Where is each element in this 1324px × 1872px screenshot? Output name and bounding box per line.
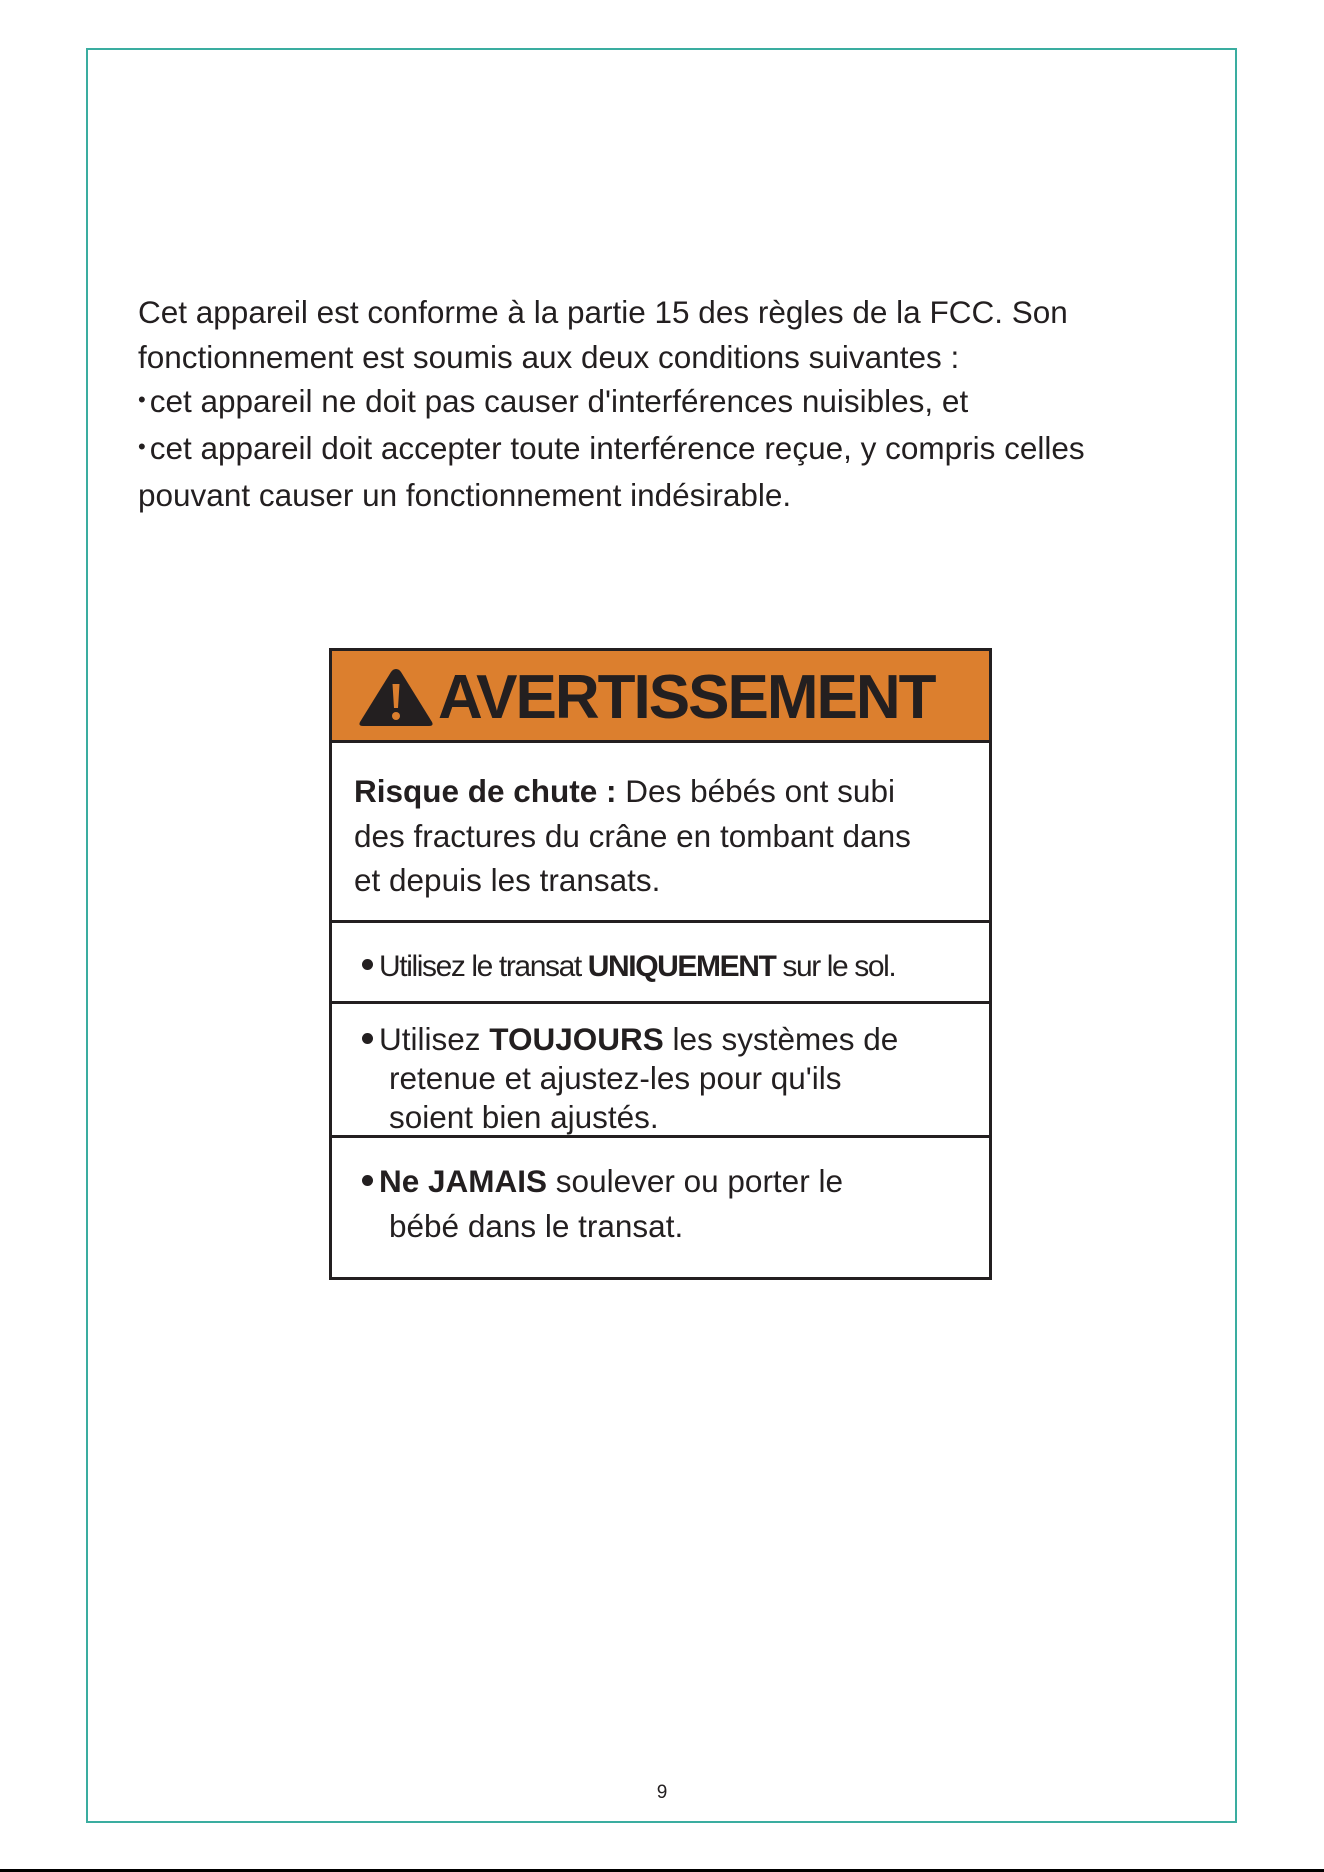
bullet-marker: • (138, 434, 146, 460)
bullet-dot (362, 959, 373, 970)
rule-never-carry (362, 1159, 843, 1248)
rule-3-post: soulever ou porter le (547, 1163, 843, 1199)
intro-bullet-1 (138, 379, 1218, 426)
rule-1-bold: UNIQUEMENT (587, 950, 776, 983)
intro-line-2: fonctionnement est soumis aux deux conditions suivantes : (138, 338, 960, 375)
risk-text-1: Des bébés ont subi (616, 773, 895, 809)
rule-1-pre: Utilisez le transat (379, 950, 588, 983)
warning-header (332, 651, 989, 743)
rule-3-line-1 (362, 1159, 843, 1204)
bullet-dot (362, 1175, 373, 1186)
intro-bullet-2-text: cet appareil doit accepter toute interférence reçue, y compris celles (149, 429, 1085, 466)
divider (332, 920, 989, 923)
divider (332, 1135, 989, 1138)
rule-2-line-1 (362, 1020, 898, 1059)
fall-risk-text (354, 769, 974, 903)
risk-line-1 (354, 769, 974, 814)
rule-restraints (362, 1020, 898, 1137)
rule-floor-only (362, 947, 895, 987)
bullet-marker: • (138, 387, 146, 413)
rule-2-line-2: retenue et ajustez-les pour qu'ils (389, 1060, 842, 1096)
page-number: 9 (656, 1782, 668, 1803)
risk-label: Risque de chute : (354, 773, 617, 809)
rule-2-post: les systèmes de (663, 1021, 899, 1057)
risk-line-2: des fractures du crâne en tombant dans (354, 817, 911, 854)
warning-box (329, 648, 992, 1280)
rule-1-post: sur le sol. (775, 950, 896, 983)
intro-bullet-2 (138, 426, 1218, 473)
rule-2-pre: Utilisez (379, 1021, 490, 1057)
fcc-compliance-text (138, 290, 1218, 517)
intro-line-1: Cet appareil est conforme à la partie 15 des règles de la FCC. Son (138, 294, 1068, 330)
rule-2-line-3: soient bien ajustés. (389, 1099, 659, 1135)
rule-3-line-2: bébé dans le transat. (389, 1207, 684, 1244)
rule-2-bold: TOUJOURS (489, 1021, 664, 1057)
warning-title: AVERTISSEMENT (438, 663, 935, 732)
divider (332, 1001, 989, 1004)
risk-line-3: et depuis les transats. (354, 862, 661, 898)
bullet-dot (362, 1033, 373, 1044)
intro-line-5: pouvant causer un fonctionnement indésirable. (138, 476, 792, 513)
warning-triangle-icon (357, 666, 435, 728)
intro-bullet-1-text: cet appareil ne doit pas causer d'interférences nuisibles, et (149, 383, 969, 419)
rule-3-bold: Ne JAMAIS (379, 1163, 548, 1199)
